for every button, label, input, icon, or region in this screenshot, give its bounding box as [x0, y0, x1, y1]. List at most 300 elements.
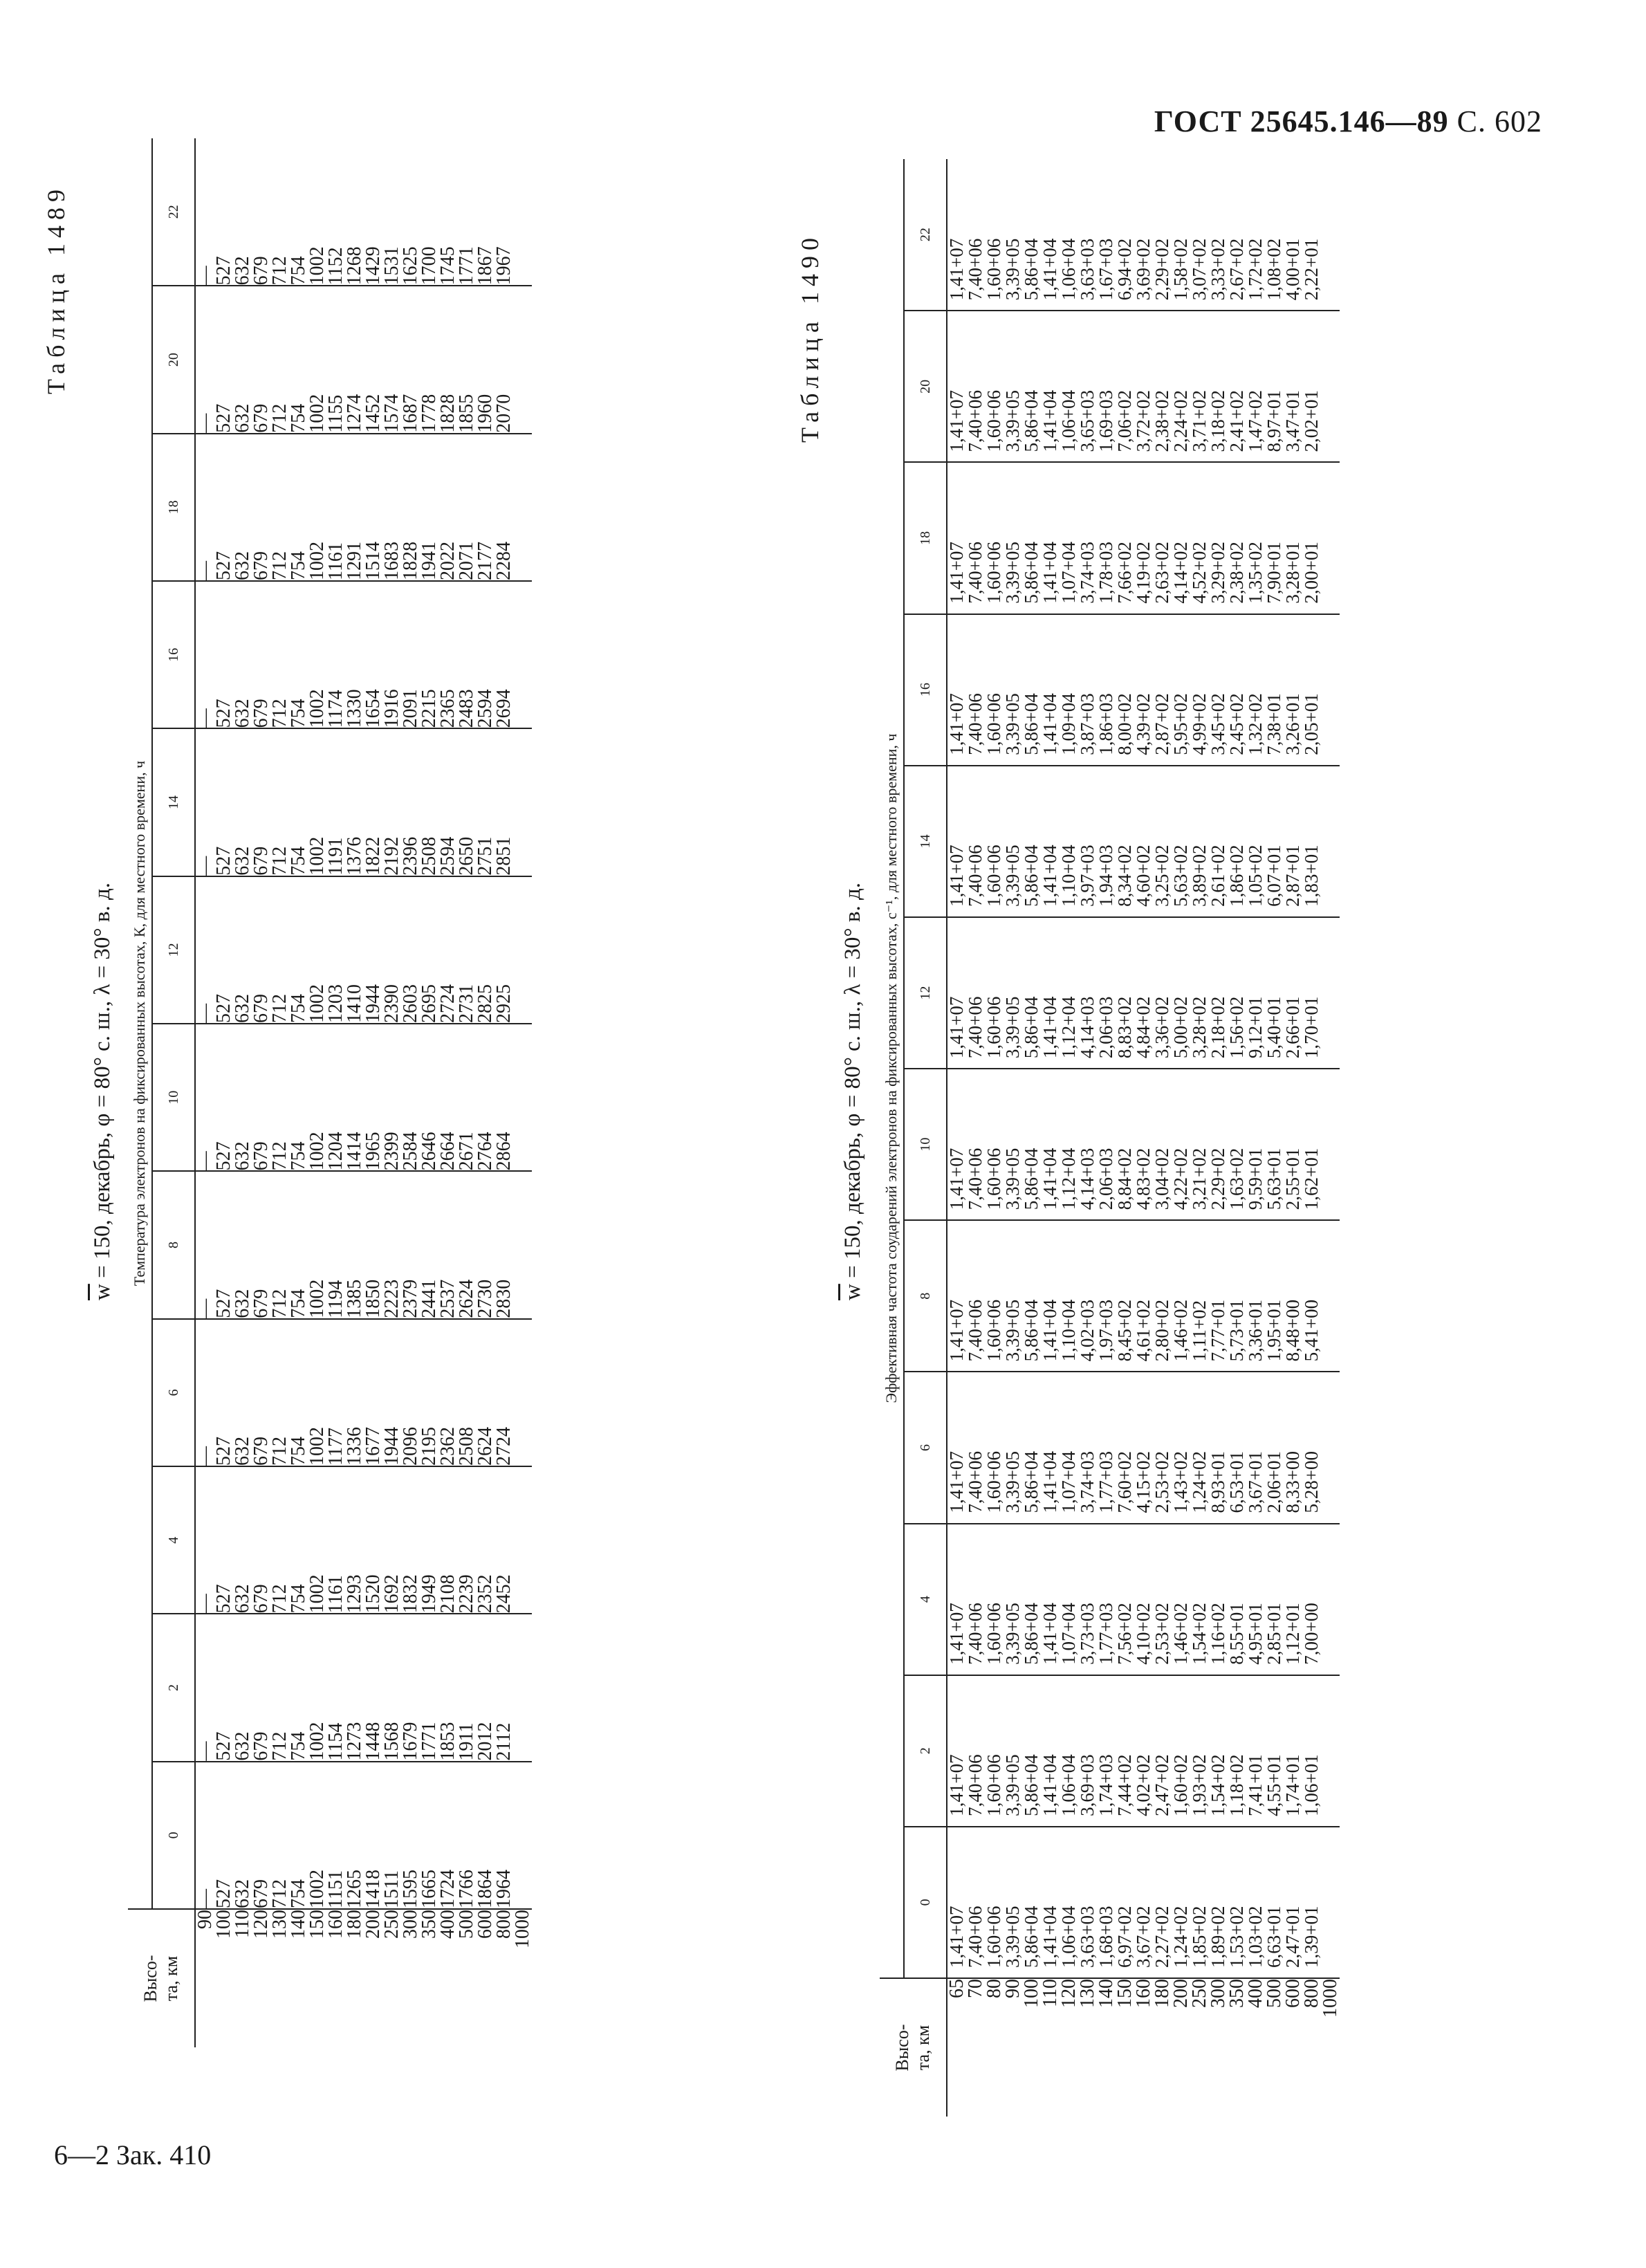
value-cell: 1,77+03: [1095, 1603, 1116, 1665]
value-cell: 5,86+04: [1021, 693, 1042, 755]
value-cell: 3,39+05: [1002, 1451, 1023, 1513]
value-cell: 1,09+04: [1058, 693, 1079, 755]
value-column-8: [195, 1171, 532, 1318]
value-cell: 7,66+02: [1114, 542, 1135, 604]
hour-header-6: 6: [152, 1319, 195, 1466]
value-cell: 1204: [325, 1132, 346, 1171]
value-column-22: [947, 159, 1340, 311]
value-cell: 2,66+01: [1282, 996, 1303, 1059]
value-cell: 7,90+01: [1264, 542, 1284, 604]
hour-header-20: 20: [152, 286, 195, 433]
hour-header-4: 4: [152, 1466, 195, 1614]
height-cell: 300: [1208, 1979, 1229, 2008]
value-cell: 6,97+02: [1114, 1906, 1135, 1968]
value-cell: 1,60+06: [983, 1603, 1004, 1665]
value-cell: 2,00+01: [1301, 542, 1322, 604]
value-cell: —: [194, 1446, 216, 1466]
value-cell: 1679: [400, 1722, 421, 1761]
value-column-14: [947, 766, 1340, 917]
value-cell: 2731: [456, 984, 477, 1024]
value-cell: 712: [269, 1141, 290, 1171]
value-cell: 1,60+06: [983, 1147, 1004, 1210]
value-cell: 1916: [381, 689, 403, 728]
value-cell: 712: [269, 1879, 290, 1908]
value-cell: 3,74+03: [1077, 1451, 1098, 1513]
value-column-18: [195, 434, 532, 581]
hour-header-16: 16: [152, 581, 195, 728]
value-cell: 5,86+04: [1021, 389, 1042, 452]
value-cell: 1002: [306, 246, 328, 286]
value-cell: 2,38+02: [1226, 542, 1247, 604]
value-cell: 2,47+02: [1152, 1754, 1172, 1816]
value-column-20: [947, 311, 1340, 462]
value-cell: 1161: [325, 1575, 346, 1614]
value-cell: 632: [232, 699, 253, 728]
value-cell: 3,36+01: [1245, 1299, 1266, 1362]
height-cell: 500: [456, 1910, 477, 1939]
value-cell: 1,43+02: [1170, 1451, 1191, 1513]
value-cell: 2,53+02: [1152, 1603, 1172, 1665]
temperature-table: [128, 138, 532, 2047]
value-cell: 1,06+04: [1058, 1906, 1079, 1968]
value-cell: 1,41+07: [946, 1451, 967, 1513]
value-cell: 3,63+03: [1077, 238, 1098, 301]
value-cell: 5,41+00: [1301, 1299, 1322, 1362]
value-cell: 8,93+01: [1208, 1451, 1228, 1513]
value-cell: 4,14+02: [1170, 542, 1191, 604]
value-cell: 1,41+04: [1039, 1906, 1060, 1968]
value-cell: 1,54+02: [1189, 1603, 1210, 1665]
table-title: [90, 883, 115, 1300]
hour-header-10: 10: [152, 1024, 195, 1171]
value-cell: 1191: [325, 837, 346, 876]
value-cell: 7,77+01: [1208, 1299, 1228, 1362]
value-cell: 1,10+04: [1058, 1299, 1079, 1362]
value-cell: 1828: [400, 542, 421, 581]
value-cell: 4,99+02: [1189, 693, 1210, 755]
value-cell: 3,63+03: [1077, 1906, 1098, 1968]
height-cell: 100: [213, 1910, 234, 1939]
height-cell: 110: [1039, 1979, 1061, 2007]
value-cell: 1,60+06: [983, 1299, 1004, 1362]
value-cell: 3,71+02: [1189, 389, 1210, 452]
hour-header-16: 16: [904, 614, 947, 766]
value-cell: 2594: [474, 689, 496, 728]
value-cell: 632: [232, 256, 253, 286]
value-cell: 1,07+04: [1058, 1603, 1079, 1665]
value-cell: 2,47+01: [1282, 1906, 1303, 1968]
value-cell: —: [194, 856, 216, 876]
value-cell: 6,07+01: [1264, 845, 1284, 907]
value-cell: 679: [250, 1731, 272, 1761]
value-cell: 7,40+06: [965, 1603, 986, 1665]
value-cell: 1293: [344, 1574, 365, 1614]
value-cell: 4,61+02: [1133, 1299, 1154, 1362]
table-label: Таблица 1490: [796, 232, 824, 443]
value-cell: 2,63+02: [1152, 542, 1172, 604]
value-cell: 6,94+02: [1114, 238, 1135, 301]
value-cell: 7,38+01: [1264, 693, 1284, 755]
value-cell: 679: [250, 699, 272, 728]
value-cell: 712: [269, 1731, 290, 1761]
value-cell: 4,84+02: [1133, 996, 1154, 1059]
height-cell: 120: [1058, 1979, 1080, 2008]
value-cell: 7,40+06: [965, 238, 986, 301]
value-cell: 754: [288, 1879, 309, 1908]
value-cell: 3,73+03: [1077, 1603, 1098, 1665]
height-cell: 600: [1282, 1979, 1304, 2008]
value-cell: 2594: [437, 836, 459, 876]
height-cell: 140: [1095, 1979, 1117, 2008]
value-cell: 2,61+02: [1208, 845, 1228, 907]
value-cell: 2624: [456, 1279, 477, 1318]
value-cell: 632: [232, 1437, 253, 1466]
height-label-2: та, км: [913, 2025, 933, 2071]
value-cell: 3,07+02: [1189, 238, 1210, 301]
value-cell: 1,41+07: [946, 542, 967, 604]
value-cell: 4,55+01: [1264, 1754, 1284, 1816]
value-cell: 2,05+01: [1301, 693, 1322, 755]
value-cell: 2,24+02: [1170, 389, 1191, 452]
height-cell: 800: [493, 1910, 515, 1939]
value-cell: 1,06+04: [1058, 1754, 1079, 1816]
hour-header-8: 8: [904, 1220, 947, 1372]
value-cell: 2,02+01: [1301, 389, 1322, 452]
value-column-2: [195, 1614, 532, 1761]
value-cell: 2508: [418, 836, 440, 876]
value-cell: 1,95+01: [1264, 1299, 1284, 1362]
value-cell: 2830: [493, 1279, 515, 1318]
value-cell: 1574: [381, 394, 403, 433]
value-cell: 1376: [344, 836, 365, 876]
value-cell: 527: [213, 699, 234, 728]
value-cell: 2,06+01: [1264, 1451, 1284, 1513]
height-label-1: Высо-: [140, 1955, 161, 2002]
value-cell: 1,60+06: [983, 1754, 1004, 1816]
value-column-0: [947, 1827, 1340, 1978]
value-cell: 1,41+07: [946, 1603, 967, 1665]
gost-number: ГОСТ 25645.146—89: [1154, 104, 1449, 138]
value-cell: 1002: [306, 1574, 328, 1614]
value-cell: 2624: [474, 1427, 496, 1466]
value-cell: —: [194, 1594, 216, 1614]
value-cell: 632: [232, 994, 253, 1024]
value-cell: 3,39+05: [1002, 1299, 1023, 1362]
value-cell: 754: [288, 1437, 309, 1466]
value-cell: 1520: [362, 1574, 384, 1614]
value-cell: 1002: [306, 689, 328, 728]
value-cell: 1965: [362, 1132, 384, 1171]
height-cell: 80: [983, 1979, 1005, 1998]
hour-header-14: 14: [904, 766, 947, 917]
height-cell: 110: [232, 1910, 253, 1938]
value-cell: 1,60+06: [983, 389, 1004, 452]
value-cell: 1274: [344, 394, 365, 433]
value-cell: 1,18+02: [1226, 1754, 1247, 1816]
value-cell: 2,80+02: [1152, 1299, 1172, 1362]
value-cell: 1692: [381, 1574, 403, 1614]
value-cell: 5,86+04: [1021, 1299, 1042, 1362]
hour-header-22: 22: [904, 159, 947, 311]
value-column-4: [947, 1524, 1340, 1675]
height-cell: 500: [1264, 1979, 1285, 2008]
value-cell: 1,41+07: [946, 845, 967, 907]
value-cell: 527: [213, 1437, 234, 1466]
value-cell: 1,67+03: [1095, 238, 1116, 301]
hour-header-4: 4: [904, 1524, 947, 1675]
value-cell: 1002: [306, 1427, 328, 1466]
value-cell: 1,72+02: [1245, 238, 1266, 301]
height-cell: 600: [474, 1910, 496, 1939]
hour-header-0: 0: [152, 1762, 195, 1909]
value-cell: 3,36+02: [1152, 996, 1172, 1059]
value-cell: 1,56+02: [1226, 996, 1247, 1059]
value-cell: 1,41+07: [946, 389, 967, 452]
hour-header-2: 2: [904, 1675, 947, 1827]
value-cell: 7,00+00: [1301, 1603, 1322, 1665]
value-cell: 2396: [400, 836, 421, 876]
height-cell: 150: [1114, 1979, 1136, 2008]
value-cell: 5,86+04: [1021, 1147, 1042, 1210]
value-cell: 712: [269, 1584, 290, 1614]
value-cell: 2646: [418, 1132, 440, 1171]
value-cell: 2223: [381, 1279, 403, 1318]
height-cell: 160: [325, 1910, 346, 1939]
value-cell: 8,00+02: [1114, 693, 1135, 755]
value-cell: 7,40+06: [965, 389, 986, 452]
value-cell: 2012: [474, 1722, 496, 1761]
height-values: [195, 1909, 532, 2047]
value-cell: —: [194, 1298, 216, 1318]
value-cell: 6,63+01: [1264, 1906, 1284, 1968]
hour-header-18: 18: [904, 462, 947, 614]
value-cell: 4,22+02: [1170, 1147, 1191, 1210]
value-cell: 3,72+02: [1133, 389, 1154, 452]
value-cell: 2730: [474, 1279, 496, 1318]
value-cell: 2108: [437, 1574, 459, 1614]
value-cell: 1964: [493, 1870, 515, 1908]
value-cell: 1452: [362, 394, 384, 433]
value-cell: 5,40+01: [1264, 996, 1284, 1059]
value-cell: 3,89+02: [1189, 845, 1210, 907]
value-cell: 1,41+04: [1039, 1147, 1060, 1210]
value-cell: 1654: [362, 689, 384, 728]
value-cell: 1944: [362, 984, 384, 1024]
value-cell: 1,06+04: [1058, 238, 1079, 301]
value-cell: 1002: [306, 984, 328, 1024]
value-cell: 1828: [437, 394, 459, 433]
value-cell: 2022: [437, 542, 459, 581]
value-cell: 2,29+02: [1208, 1147, 1228, 1210]
value-cell: 2,38+02: [1152, 389, 1172, 452]
value-cell: —: [194, 413, 216, 433]
value-column-20: [195, 286, 532, 433]
value-cell: 527: [213, 256, 234, 286]
value-cell: 4,02+02: [1133, 1754, 1154, 1816]
hour-header-2: 2: [152, 1614, 195, 1761]
value-cell: 2695: [418, 984, 440, 1024]
value-cell: 1,46+02: [1170, 1299, 1191, 1362]
hour-header-12: 12: [152, 876, 195, 1024]
value-cell: 712: [269, 994, 290, 1024]
value-cell: 4,15+02: [1133, 1451, 1154, 1513]
value-cell: 754: [288, 1731, 309, 1761]
height-cell: 130: [269, 1910, 290, 1939]
value-cell: 1822: [362, 836, 384, 876]
value-cell: 2,29+02: [1152, 238, 1172, 301]
value-cell: 1,41+07: [946, 1147, 967, 1210]
value-cell: 1385: [344, 1279, 365, 1318]
value-cell: 632: [232, 1879, 253, 1908]
table-label: Таблица 1489: [42, 184, 70, 394]
value-cell: 2603: [400, 984, 421, 1024]
value-cell: 5,95+02: [1170, 693, 1191, 755]
value-cell: 1161: [325, 542, 346, 581]
height-cell: 300: [400, 1910, 421, 1939]
value-cell: 2399: [381, 1132, 403, 1171]
w-symbol: $\overline{w}$: [840, 1284, 865, 1300]
value-cell: 1,41+07: [946, 1299, 967, 1362]
value-cell: 1,60+06: [983, 693, 1004, 755]
value-cell: 754: [288, 1141, 309, 1171]
value-cell: 3,67+02: [1133, 1906, 1154, 1968]
value-cell: 712: [269, 699, 290, 728]
value-cell: 1514: [362, 542, 384, 581]
value-cell: 3,18+02: [1208, 389, 1228, 452]
value-cell: 2,53+02: [1152, 1451, 1172, 1513]
value-cell: 679: [250, 994, 272, 1024]
value-cell: 1,74+01: [1282, 1754, 1303, 1816]
value-cell: 1,41+04: [1039, 845, 1060, 907]
value-cell: 5,73+01: [1226, 1299, 1247, 1362]
value-cell: 3,04+02: [1152, 1147, 1172, 1210]
value-cell: 2192: [381, 836, 403, 876]
value-cell: 7,40+06: [965, 542, 986, 604]
value-cell: 1724: [437, 1870, 459, 1908]
value-cell: 1418: [362, 1870, 384, 1908]
value-cell: 5,86+04: [1021, 845, 1042, 907]
value-cell: 3,39+05: [1002, 845, 1023, 907]
value-cell: 1,62+01: [1301, 1147, 1322, 1210]
value-cell: 9,59+01: [1245, 1147, 1266, 1210]
value-cell: 7,41+01: [1245, 1754, 1266, 1816]
value-cell: 2070: [493, 394, 515, 433]
value-cell: 1002: [306, 542, 328, 581]
hour-header-10: 10: [904, 1069, 947, 1220]
value-cell: 527: [213, 403, 234, 433]
value-cell: 5,28+00: [1301, 1451, 1322, 1513]
value-cell: 754: [288, 403, 309, 433]
value-cell: 2,22+01: [1301, 238, 1322, 301]
value-cell: 1,54+02: [1208, 1754, 1228, 1816]
height-cell: 250: [1189, 1979, 1210, 2008]
value-cell: 4,14+03: [1077, 1147, 1098, 1210]
value-cell: 4,95+01: [1245, 1603, 1266, 1665]
w-symbol: $\overline{w}$: [90, 1284, 115, 1300]
value-cell: 1,05+02: [1245, 845, 1266, 907]
value-cell: 3,29+02: [1208, 542, 1228, 604]
value-cell: 1002: [306, 1132, 328, 1171]
value-cell: 1,06+01: [1301, 1754, 1322, 1816]
value-cell: 679: [250, 846, 272, 876]
value-cell: 1,86+02: [1226, 845, 1247, 907]
value-cell: 754: [288, 256, 309, 286]
value-cell: 1,41+04: [1039, 693, 1060, 755]
height-column-header: [880, 1978, 947, 2117]
value-cell: 2177: [474, 542, 496, 581]
height-cell: 350: [1226, 1979, 1248, 2008]
value-cell: 8,83+02: [1114, 996, 1135, 1059]
value-cell: 1,16+02: [1208, 1603, 1228, 1665]
value-cell: 1,60+06: [983, 996, 1004, 1059]
value-cell: 1,47+02: [1245, 389, 1266, 452]
value-cell: —: [194, 1741, 216, 1761]
value-cell: 2925: [493, 984, 515, 1024]
value-cell: 3,97+03: [1077, 845, 1098, 907]
value-cell: 632: [232, 1141, 253, 1171]
value-cell: 3,65+03: [1077, 389, 1098, 452]
value-cell: 1850: [362, 1279, 384, 1318]
height-values: [947, 1978, 1340, 2117]
height-cell: 70: [965, 1979, 986, 1998]
value-cell: 1,12+01: [1282, 1603, 1303, 1665]
value-cell: 1771: [418, 1722, 440, 1761]
value-cell: 1,41+07: [946, 238, 967, 301]
value-cell: 2864: [493, 1132, 515, 1171]
value-cell: 7,40+06: [965, 845, 986, 907]
height-cell: 90: [194, 1910, 216, 1929]
value-cell: 1531: [381, 246, 403, 286]
value-cell: 1766: [456, 1870, 477, 1908]
value-column-16: [947, 614, 1340, 766]
height-label-1: Высо-: [892, 2024, 913, 2072]
value-cell: 1960: [474, 394, 496, 433]
value-cell: 2,67+02: [1226, 238, 1247, 301]
height-cell: 250: [381, 1910, 403, 1939]
value-cell: 1,97+03: [1095, 1299, 1116, 1362]
value-cell: 632: [232, 1289, 253, 1318]
value-cell: 1683: [381, 542, 403, 581]
value-cell: 1,41+04: [1039, 1754, 1060, 1816]
value-cell: 1700: [418, 246, 440, 286]
value-cell: 1,41+07: [946, 996, 967, 1059]
height-label-2: та, км: [161, 1955, 181, 2002]
value-cell: 1,07+04: [1058, 1451, 1079, 1513]
value-cell: —: [194, 1004, 216, 1024]
value-cell: 1,24+02: [1189, 1451, 1210, 1513]
value-cell: —: [194, 561, 216, 581]
value-cell: 1949: [418, 1574, 440, 1614]
value-cell: 1336: [344, 1427, 365, 1466]
value-cell: 2,45+02: [1226, 693, 1247, 755]
value-cell: 2764: [474, 1132, 496, 1171]
height-cell: 200: [1170, 1979, 1192, 2008]
value-cell: 1941: [418, 542, 440, 581]
value-cell: 1414: [344, 1132, 365, 1171]
value-cell: 2650: [456, 836, 477, 876]
value-cell: 1,74+03: [1095, 1754, 1116, 1816]
value-column-10: [195, 1024, 532, 1171]
value-cell: 1,93+02: [1189, 1754, 1210, 1816]
value-cell: 1,69+03: [1095, 389, 1116, 452]
value-cell: 2071: [456, 542, 477, 581]
value-cell: 2,06+03: [1095, 1147, 1116, 1210]
value-cell: 1778: [418, 394, 440, 433]
value-cell: 1,70+01: [1301, 996, 1322, 1059]
value-cell: 4,52+02: [1189, 542, 1210, 604]
value-cell: 7,56+02: [1114, 1603, 1135, 1665]
value-cell: 3,39+05: [1002, 996, 1023, 1059]
